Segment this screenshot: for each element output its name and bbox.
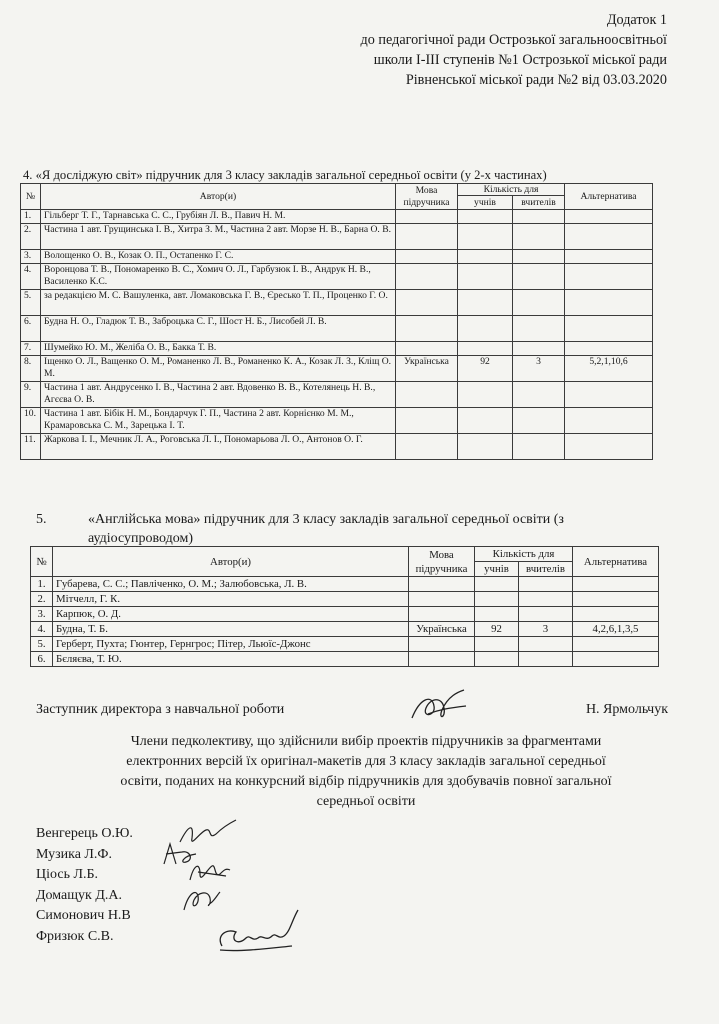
table-row (31, 607, 659, 622)
row-students-count (458, 408, 513, 434)
row-number: 2. (31, 592, 53, 607)
row-author: Шумейко Ю. М., Желіба О. В., Бакка Т. В. (41, 342, 396, 356)
col-alt: Альтернатива (573, 547, 659, 577)
table-row (21, 382, 653, 408)
row-number: 8. (21, 356, 41, 382)
row-alternative (573, 607, 659, 622)
row-alternative (565, 224, 653, 250)
header-line: до педагогічної ради Острозької загальноосвітньої (360, 32, 667, 48)
row-language (396, 264, 458, 290)
row-students-count (458, 250, 513, 264)
deputy-title: Заступник директора з навчальної роботи (36, 702, 285, 717)
row-teachers-count (513, 342, 565, 356)
row-author: Воронцова Т. В., Пономаренко В. С., Хомич О. Л., Гарбузюк І. В., Андрук Н. В., Василенко К.С. (41, 264, 396, 290)
row-language (396, 342, 458, 356)
row-teachers-count (519, 637, 573, 652)
table-row (21, 210, 653, 224)
row-students-count (458, 224, 513, 250)
section5-title (36, 510, 676, 548)
row-teachers-count (513, 264, 565, 290)
table-row (31, 652, 659, 667)
row-teachers-count (513, 224, 565, 250)
table-row (21, 434, 653, 460)
row-language (396, 382, 458, 408)
row-students-count (458, 290, 513, 316)
row-number: 5. (31, 637, 53, 652)
row-alternative (565, 264, 653, 290)
member-signature (186, 858, 232, 886)
row-students-count: 92 (458, 356, 513, 382)
members-list (36, 824, 133, 947)
col-students: учнів (458, 196, 513, 210)
row-author: Мітчелл, Г. К. (53, 592, 409, 607)
row-number: 1. (21, 210, 41, 224)
row-author: Гільберг Т. Г., Тарнавська С. С., Грубіян Л. В., Павич Н. М. (41, 210, 396, 224)
table-row (21, 408, 653, 434)
row-teachers-count (513, 210, 565, 224)
row-language: Українська (396, 356, 458, 382)
section5-number: 5. (36, 512, 47, 527)
deputy-name: Н. Ярмольчук (585, 702, 668, 717)
table-row (31, 637, 659, 652)
table-row (21, 356, 653, 382)
row-author: за редакцією М. С. Вашуленка, авт. Ломаковська Г. В., Єресько Т. П., Проценко Г. О. (41, 290, 396, 316)
table-row (21, 250, 653, 264)
row-alternative (565, 342, 653, 356)
row-author: Герберт, Пухта; Гюнтер, Гернгрос; Пітер, Льюїс-Джонс (53, 637, 409, 652)
col-teachers: вчителів (513, 196, 565, 210)
row-language (409, 607, 475, 622)
row-teachers-count (513, 382, 565, 408)
row-author: Частина 1 авт. Андрусенко І. В., Частина 2 авт. Вдовенко В. В., Котелянець Н. В., Агєєва О. В. (41, 382, 396, 408)
section5-title-line: «Англійська мова» підручник для 3 класу закладів загальної середньої освіти (з (88, 512, 564, 527)
table-row (31, 622, 659, 637)
col-num: № (31, 547, 53, 577)
row-students-count (458, 316, 513, 342)
table-row (21, 316, 653, 342)
table-row (21, 290, 653, 316)
row-number: 4. (31, 622, 53, 637)
row-language: Українська (409, 622, 475, 637)
row-author: Жаркова І. І., Мечник Л. А., Роговська Л. І., Пономарьова Л. О., Антонов О. Г. (41, 434, 396, 460)
row-alternative (565, 382, 653, 408)
col-num: № (21, 184, 41, 210)
member-name: Венгерець О.Ю. (36, 826, 133, 841)
row-alternative (573, 637, 659, 652)
row-language (396, 316, 458, 342)
row-language (396, 408, 458, 434)
row-author: Бєляєва, Т. Ю. (53, 652, 409, 667)
table-row (31, 592, 659, 607)
row-teachers-count: 3 (513, 356, 565, 382)
col-teachers: вчителів (519, 562, 573, 577)
row-author: Будна Н. О., Гладюк Т. В., Заброцька С. Г., Шост Н. Б., Лисобей Л. В. (41, 316, 396, 342)
row-alternative: 5,2,1,10,6 (565, 356, 653, 382)
row-teachers-count (513, 316, 565, 342)
row-alternative (565, 408, 653, 434)
row-alternative (573, 577, 659, 592)
row-number: 1. (31, 577, 53, 592)
row-author: Карпюк, О. Д. (53, 607, 409, 622)
col-alt: Альтернатива (565, 184, 653, 210)
row-number: 3. (21, 250, 41, 264)
row-number: 3. (31, 607, 53, 622)
row-teachers-count (513, 434, 565, 460)
document-header (361, 10, 667, 90)
col-count: Кількість для (475, 547, 573, 562)
row-author: Частина 1 авт. Грущинська І. В., Хитра З. М., Частина 2 авт. Морзе Н. В., Барна О. В. (41, 224, 396, 250)
row-language (396, 250, 458, 264)
row-language (409, 577, 475, 592)
row-language (409, 652, 475, 667)
row-students-count (458, 264, 513, 290)
row-language (396, 290, 458, 316)
table-row (21, 264, 653, 290)
row-author: Іщенко О. Л., Ващенко О. М., Романенко Л. В., Романенко К. А., Козак Л. З., Кліщ О. М. (41, 356, 396, 382)
row-alternative (565, 210, 653, 224)
member-signature (212, 906, 304, 962)
row-alternative (565, 434, 653, 460)
row-alternative (573, 652, 659, 667)
members-statement: Члени педколективу, що здійснили вибір проектів підручників за фрагментами електронних версій їх оригінал-макетів для 3 класу закладів загальної середньої освіти, поданих на конкурсний відбір підручників для здобувачів повної загальної середньої освіти (120, 734, 612, 809)
member-name: Музика Л.Ф. (36, 846, 112, 862)
row-students-count (458, 342, 513, 356)
row-alternative: 4,2,6,1,3,5 (573, 622, 659, 637)
row-language (409, 637, 475, 652)
col-students: учнів (475, 562, 519, 577)
row-alternative (565, 290, 653, 316)
row-language (396, 434, 458, 460)
row-language (409, 592, 475, 607)
row-alternative (565, 250, 653, 264)
row-students-count (458, 210, 513, 224)
row-students-count (475, 607, 519, 622)
row-teachers-count (519, 592, 573, 607)
row-teachers-count (519, 652, 573, 667)
row-number: 10. (21, 408, 41, 434)
row-teachers-count (513, 290, 565, 316)
row-number: 4. (21, 264, 41, 290)
row-number: 7. (21, 342, 41, 356)
member-name: Домащук Д.А. (36, 887, 123, 903)
appendix-label: Додаток 1 (606, 12, 667, 28)
row-students-count (458, 382, 513, 408)
row-author: Волощенко О. В., Козак О. П., Остапенко Г. С. (41, 250, 396, 264)
row-number: 11. (21, 434, 41, 460)
member-name: Ціось Л.Б. (36, 867, 98, 882)
col-author: Автор(и) (41, 184, 396, 210)
deputy-signature-line (36, 702, 668, 718)
header-line: Рівненської міської ради №2 від 03.03.2020 (405, 72, 667, 88)
row-teachers-count (513, 408, 565, 434)
header-line: школи І-ІІІ ступенів №1 Острозької міської ради (373, 52, 667, 68)
row-number: 6. (21, 316, 41, 342)
row-author: Частина 1 авт. Бібік Н. М., Бондарчук Г. П., Частина 2 авт. Корнієнко М. М., Крамаровська С. М., Зарецька І. Т. (41, 408, 396, 434)
row-number: 9. (21, 382, 41, 408)
table-row (31, 577, 659, 592)
row-students-count (458, 434, 513, 460)
table-row (21, 224, 653, 250)
row-students-count (475, 637, 519, 652)
col-lang: Мова підручника (396, 184, 458, 210)
row-language (396, 224, 458, 250)
section5-title-line: аудіосупроводом) (88, 531, 193, 546)
row-students-count: 92 (475, 622, 519, 637)
row-teachers-count (519, 577, 573, 592)
section4-title: 4. «Я досліджую світ» підручник для 3 класу закладів загальної середньої освіти (у 2-х частинах) (23, 168, 547, 182)
col-author: Автор(и) (53, 547, 409, 577)
row-teachers-count: 3 (519, 622, 573, 637)
section5-table (30, 546, 659, 667)
col-lang: Мова підручника (409, 547, 475, 577)
row-author: Будна, Т. Б. (53, 622, 409, 637)
row-number: 2. (21, 224, 41, 250)
row-teachers-count (519, 607, 573, 622)
row-alternative (565, 316, 653, 342)
row-alternative (573, 592, 659, 607)
member-name: Симонович Н.В (36, 908, 131, 923)
row-author: Губарева, С. С.; Павліченко, О. М.; Залюбовська, Л. В. (53, 577, 409, 592)
row-language (396, 210, 458, 224)
row-students-count (475, 652, 519, 667)
row-teachers-count (513, 250, 565, 264)
table-row (21, 342, 653, 356)
row-number: 6. (31, 652, 53, 667)
row-students-count (475, 577, 519, 592)
member-name: Фризюк С.В. (36, 928, 114, 944)
row-number: 5. (21, 290, 41, 316)
row-students-count (475, 592, 519, 607)
section4-table (20, 183, 653, 460)
col-count: Кількість для (458, 184, 565, 196)
deputy-signature (408, 688, 470, 728)
